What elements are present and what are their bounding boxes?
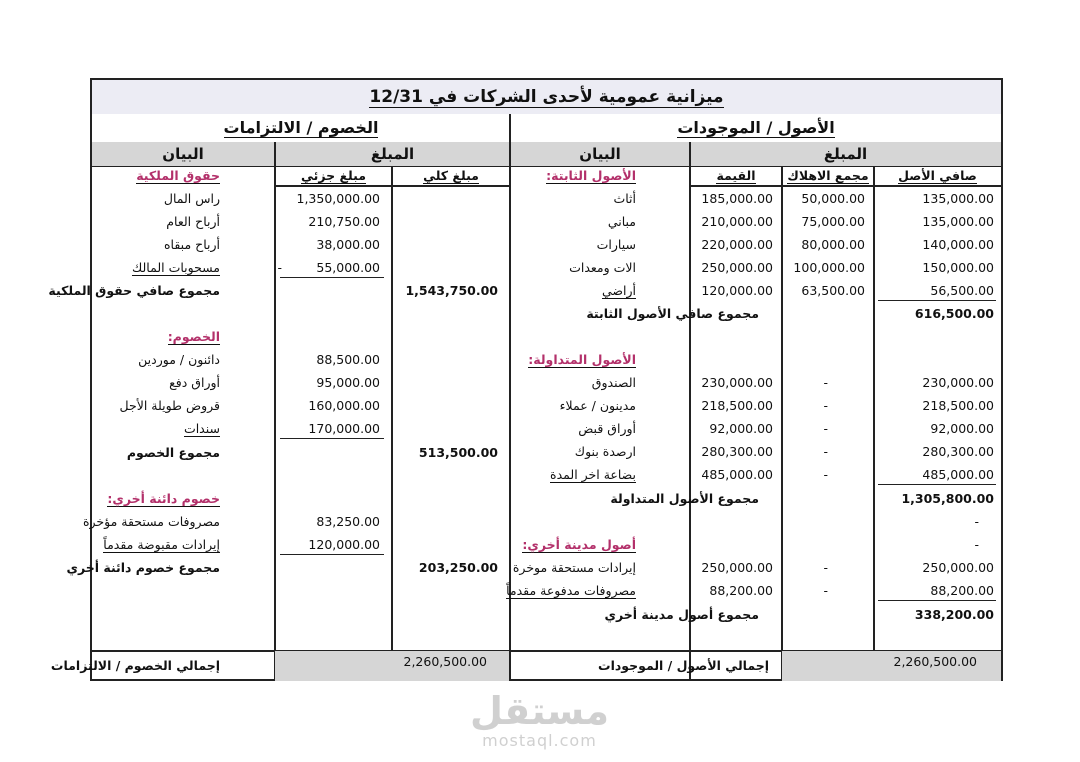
assets-section-header: الأصول / الموجودات <box>511 114 1001 143</box>
list-item: قروض طويلة الأجل <box>119 398 220 413</box>
list-item: دائنون / موردين <box>138 352 220 367</box>
list-item: 210,750.00 <box>308 214 380 229</box>
underline <box>280 277 384 278</box>
value-header: القيمة <box>716 168 756 183</box>
other-liab-header: خصوم دائنة أخري: <box>107 491 220 506</box>
asset-grand-total: 2,260,500.00 <box>893 654 977 669</box>
table-cell: 135,000.00 <box>922 214 994 229</box>
total-amount-header: مبلغ كلي <box>423 168 479 183</box>
liab-col-divider-2 <box>391 166 393 651</box>
liab-subheader-line <box>275 185 510 187</box>
list-item: أثاث <box>613 191 636 206</box>
watermark-logo: مستقل <box>470 689 609 733</box>
list-item: الات ومعدات <box>569 260 636 275</box>
asset-grand-label: إجمالي الأصول / الموجودات <box>598 658 769 673</box>
liab-grand-label: إجمالي الخصوم / الالتزامات <box>50 658 220 673</box>
liab-statement-header: البيان <box>92 142 274 167</box>
list-item: بضاعة اخر المدة <box>550 467 636 482</box>
table-cell: 92,000.00 <box>930 421 994 436</box>
depreciation-header: مجمع الاهلاك <box>787 168 869 183</box>
debts-total: 513,500.00 <box>418 445 498 460</box>
table-cell: 63,500.00 <box>801 283 865 298</box>
net-asset-header: صافي الأصل <box>898 168 977 183</box>
underline <box>878 300 996 301</box>
partial-amount-header: مبلغ جزئي <box>301 168 366 183</box>
table-cell: 485,000.00 <box>922 467 994 482</box>
liab-amount-header: المبلغ <box>275 142 510 167</box>
other-assets-total: 338,200.00 <box>914 607 994 622</box>
list-item: مصروفات مستحقة مؤخرة <box>82 514 220 529</box>
table-cell: 485,000.00 <box>701 467 773 482</box>
watermark-url: mostaql.com <box>482 731 597 750</box>
table-cell: 230,000.00 <box>922 375 994 390</box>
table-cell: 250,000.00 <box>701 560 773 575</box>
table-cell: 250,000.00 <box>922 560 994 575</box>
fixed-assets-header: الأصول الثابتة: <box>546 168 636 183</box>
list-item: 1,350,000.00 <box>296 191 380 206</box>
asset-col-divider-1 <box>689 142 691 681</box>
minus-sign: - <box>277 260 282 275</box>
list-item: سندات <box>183 421 220 436</box>
underline <box>280 554 384 555</box>
fixed-total-label: مجموع صافي الأصول الثابتة <box>586 306 759 321</box>
table-cell: 80,000.00 <box>801 237 865 252</box>
table-cell: 218,500.00 <box>701 398 773 413</box>
balance-sheet <box>48 78 1003 681</box>
table-cell: - <box>823 583 828 598</box>
table-cell: - <box>823 444 828 459</box>
list-item: مدينون / عملاء <box>559 398 636 413</box>
table-cell: 280,300.00 <box>701 444 773 459</box>
underline <box>878 484 996 485</box>
sheet-title <box>92 80 1001 115</box>
asset-col-divider-2 <box>781 166 783 681</box>
equity-total: 1,543,750.00 <box>405 283 498 298</box>
list-item: أراضي <box>601 283 636 298</box>
table-cell: 135,000.00 <box>922 191 994 206</box>
list-item: أوراق قبض <box>578 421 636 436</box>
list-item: 95,000.00 <box>316 375 380 390</box>
table-cell: 250,000.00 <box>701 260 773 275</box>
other-liab-total: 203,250.00 <box>418 560 498 575</box>
table-cell: - <box>823 421 828 436</box>
list-item: مصروفات مدفوعة مقدماً <box>506 583 636 598</box>
list-item: راس المال <box>163 191 220 206</box>
list-item: الصندوق <box>591 375 636 390</box>
asset-amount-header: المبلغ <box>690 142 1001 167</box>
list-item: ارصدة بنوك <box>574 444 636 459</box>
list-item: 160,000.00 <box>308 398 380 413</box>
asset-subheader-line <box>690 185 1001 187</box>
table-cell: 120,000.00 <box>701 283 773 298</box>
asset-col-divider-3 <box>873 166 875 651</box>
list-item: إيرادات مقبوضة مقدماً <box>103 537 220 552</box>
table-cell: 218,500.00 <box>922 398 994 413</box>
list-item: أوراق دفع <box>169 375 220 390</box>
table-cell: 50,000.00 <box>801 191 865 206</box>
title-text: ميزانية عمومية لأحدى الشركات في 12/31 <box>369 87 724 107</box>
table-cell: 230,000.00 <box>701 375 773 390</box>
table-cell: 75,000.00 <box>801 214 865 229</box>
fixed-total: 616,500.00 <box>914 306 994 321</box>
table-cell: - <box>823 467 828 482</box>
dash: - <box>974 514 979 529</box>
table-cell: 88,200.00 <box>709 583 773 598</box>
debts-header: الخصوم: <box>167 329 220 344</box>
list-item: أرباح العام <box>166 214 220 229</box>
other-liab-total-label: مجموع خصوم دائنة أخري <box>66 560 220 575</box>
table-cell: 100,000.00 <box>793 260 865 275</box>
table-cell: 220,000.00 <box>701 237 773 252</box>
asset-statement-header: البيان <box>511 142 689 167</box>
table-cell: - <box>823 560 828 575</box>
list-item: مسحوبات المالك <box>131 260 220 275</box>
list-item: 38,000.00 <box>316 237 380 252</box>
equity-header: حقوق الملكية <box>136 168 220 183</box>
table-cell: 140,000.00 <box>922 237 994 252</box>
other-assets-header: أصول مدينة أخري: <box>522 537 636 552</box>
list-item: 88,500.00 <box>316 352 380 367</box>
list-item: أرباح مبقاه <box>164 237 220 252</box>
liab-col-divider-1 <box>274 142 276 681</box>
current-assets-header: الأصول المتداولة: <box>528 352 636 367</box>
list-item: 170,000.00 <box>308 421 380 436</box>
table-cell: - <box>823 375 828 390</box>
list-item: 120,000.00 <box>308 537 380 552</box>
dash: - <box>974 537 979 552</box>
table-cell: 150,000.00 <box>922 260 994 275</box>
table-cell: 280,300.00 <box>922 444 994 459</box>
watermark <box>470 690 609 750</box>
list-item: مباني <box>607 214 636 229</box>
table-cell: 210,000.00 <box>701 214 773 229</box>
table-cell: 56,500.00 <box>930 283 994 298</box>
equity-total-label: مجموع صافي حقوق الملكية <box>48 283 220 298</box>
list-item: إيرادات مستحقة موخرة <box>512 560 636 575</box>
debts-total-label: مجموع الخصوم <box>126 445 220 460</box>
liabilities-section-header: الخصوم / الالتزامات <box>92 114 510 143</box>
table-cell: 185,000.00 <box>701 191 773 206</box>
list-item: 83,250.00 <box>316 514 380 529</box>
table-cell: 92,000.00 <box>709 421 773 436</box>
current-total-label: مجموع الأصول المتداولة <box>610 491 759 506</box>
list-item: 55,000.00 <box>316 260 380 275</box>
list-item: سيارات <box>596 237 636 252</box>
table-cell: - <box>823 398 828 413</box>
underline <box>878 600 996 601</box>
other-assets-total-label: مجموع أصول مدينة أخري <box>604 607 759 622</box>
liab-grand-total: 2,260,500.00 <box>403 654 487 669</box>
table-cell: 88,200.00 <box>930 583 994 598</box>
underline <box>280 438 384 439</box>
current-total: 1,305,800.00 <box>901 491 994 506</box>
